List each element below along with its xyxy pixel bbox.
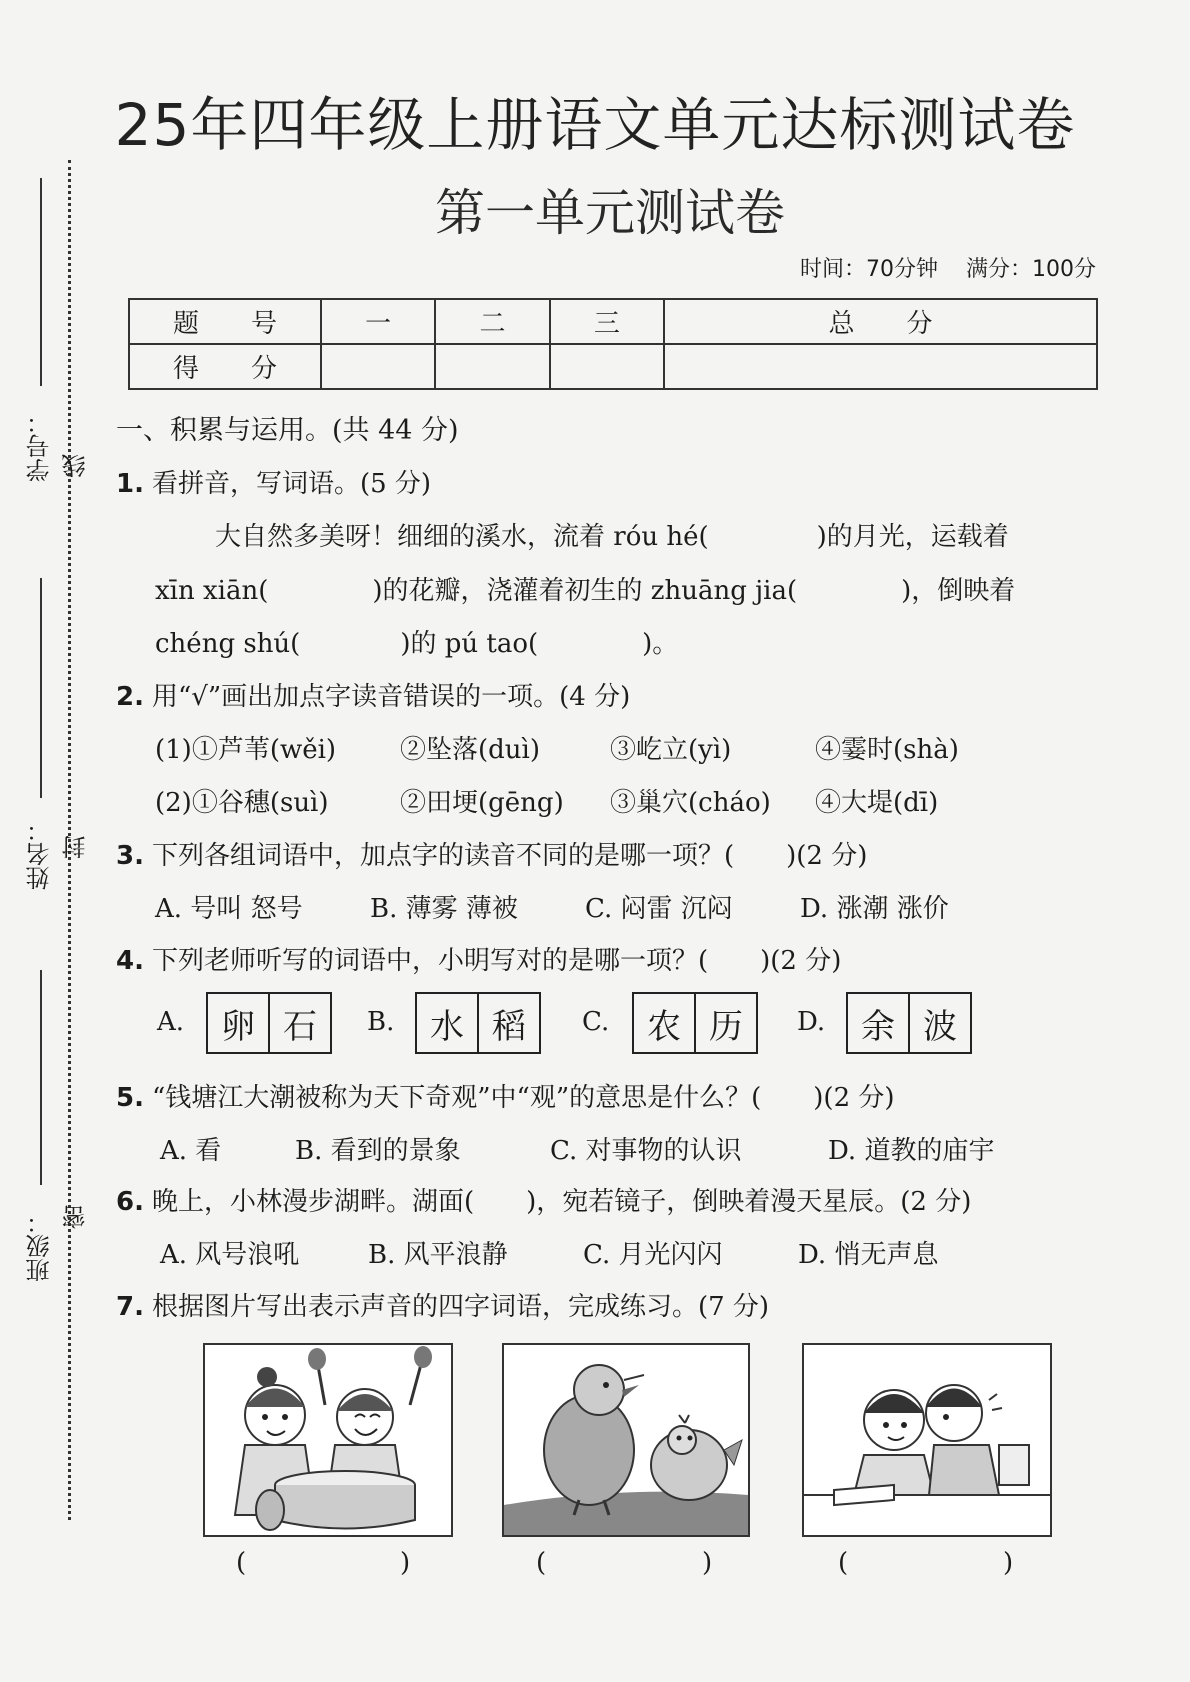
time-score-line [772,252,1096,283]
question-title: 根据图片写出表示声音的四字词语，完成练习。(7 分) [151,1292,770,1322]
q2-row-1 [155,729,959,766]
question-title: 下列各组词语中，加点字的读音不同的是哪一项？( )(2 分) [151,841,868,871]
q1-line-2 [155,570,1015,607]
answer-paren-open: ( [536,1548,547,1578]
q4-label-d: D. [797,1007,826,1037]
q2-option[interactable]: (1)①芦苇(wěi) [155,735,337,765]
question-title: “钱塘江大潮被称为天下奇观”中“观”的意思是什么？( )(2 分) [151,1083,895,1113]
question-title: 晚上，小林漫步湖畔。湖面( )，宛若镜子，倒映着漫天星辰。(2 分) [151,1187,972,1217]
banji-blank-line [40,970,42,1185]
q5-option-a[interactable]: A. 看 [160,1136,222,1166]
q4-option-d[interactable] [846,992,972,1054]
q1-text: 大自然多美呀！细细的溪水，流着 róu hé( [215,522,709,552]
full-score: 满分：100分 [966,257,1096,282]
score-input-cell[interactable] [550,344,664,389]
word-char: 水 [430,1006,464,1047]
question-number: 4. [116,946,144,976]
question-1 [116,463,431,500]
question-4 [116,940,841,977]
score-cell: 一 [321,299,435,344]
xian-marker: 线 [62,454,90,478]
question-number: 5. [116,1083,144,1113]
drum-kids-icon [203,1343,453,1537]
q5-option-d[interactable]: D. 道教的庙宇 [828,1136,995,1166]
q1-line-3 [155,623,678,660]
question-number: 7. [116,1292,144,1322]
q5-option-c[interactable]: C. 对事物的认识 [550,1136,742,1166]
q4-option-b[interactable] [415,992,541,1054]
question-7 [116,1286,769,1323]
word-char: 稻 [477,994,539,1052]
q3-options [155,888,949,925]
question-5 [116,1077,895,1114]
question-3 [116,835,867,872]
xingming-label: 姓名： [26,818,54,890]
score-cell: 题 号 [129,299,321,344]
q2-option[interactable]: ④霎时(shà) [815,735,959,765]
q6-options [160,1234,938,1271]
banji-label: 班级： [26,1210,54,1282]
q6-option-c[interactable]: C. 月光闪闪 [583,1240,723,1270]
answer-paren-open: ( [236,1548,247,1578]
word-char: 卵 [221,1006,255,1047]
score-cell: 三 [550,299,664,344]
q4-option-c[interactable] [632,992,758,1054]
xingming-blank-line [40,578,42,798]
q3-option-b[interactable]: B. 薄雾 薄被 [370,894,518,924]
score-table-header-row [129,299,1097,344]
q3-option-d[interactable]: D. 涨潮 涨价 [800,894,949,924]
q1-text: )的月光，运载着 [816,522,1009,552]
sub-title: 第一单元测试卷 [435,184,785,242]
q2-option[interactable]: ②坠落(duì) [400,735,540,765]
question-title: 看拼音，写词语。(5 分) [151,469,432,499]
score-table-score-row [129,344,1097,389]
q1-text: )的花瓣，浇灌着初生的 zhuāng jia( [372,576,798,606]
mi-marker: 密 [62,1205,90,1229]
score-input-cell[interactable] [321,344,435,389]
question-number: 3. [116,841,144,871]
q6-option-a[interactable]: A. 风号浪吼 [160,1240,300,1270]
question-title: 用“√”画出加点字读音错误的一项。(4 分) [151,682,631,712]
score-cell: 得 分 [129,344,321,389]
q3-option-c[interactable]: C. 闷雷 沉闷 [585,894,733,924]
q2-option[interactable]: ④大堤(dī) [815,788,939,818]
q5-option-b[interactable]: B. 看到的景象 [295,1136,461,1166]
word-char: 石 [268,994,330,1052]
q1-text: )的 pú tao( [400,629,539,659]
score-table [128,298,1098,390]
q4-label-b: B. [367,1007,395,1037]
birds-icon [502,1343,750,1537]
word-char: 历 [694,994,756,1052]
answer-paren-close: ) [702,1548,713,1578]
word-char: 波 [908,994,970,1052]
q3-option-a[interactable]: A. 号叫 怒号 [155,894,303,924]
question-2 [116,676,630,713]
answer-paren-open: ( [838,1548,849,1578]
word-char: 余 [861,1006,895,1047]
question-number: 2. [116,682,144,712]
q1-text: chéng shú( [155,629,301,659]
word-char: 农 [647,1006,681,1047]
score-input-cell[interactable] [664,344,1097,389]
q2-row-2 [155,782,938,819]
score-cell: 二 [435,299,549,344]
xuehao-label: 学号： [26,410,54,482]
main-title: 25年四年级上册语文单元达标测试卷 [114,91,1076,159]
q1-text: )。 [642,629,679,659]
score-input-cell[interactable] [435,344,549,389]
q2-option[interactable]: (2)①谷穗(suì) [155,788,329,818]
q5-options [160,1130,994,1167]
q6-option-d[interactable]: D. 悄无声息 [798,1240,939,1270]
question-title: 下列老师听写的词语中，小明写对的是哪一项？( )(2 分) [151,946,842,976]
q1-text: )，倒映着 [901,576,1016,606]
whispering-boys-icon [802,1343,1052,1537]
q1-line-1 [215,516,1009,553]
answer-paren-close: ) [400,1548,411,1578]
feng-marker: 封 [62,835,90,859]
question-number: 6. [116,1187,144,1217]
q4-label-c: C. [582,1007,610,1037]
question-6 [116,1181,971,1218]
q2-option[interactable]: ③屹立(yì) [610,735,732,765]
answer-paren-close: ) [1003,1548,1014,1578]
q2-option[interactable]: ③巢穴(cháo) [610,788,771,818]
score-cell: 总 分 [664,299,1097,344]
q2-option[interactable]: ②田埂(gēng) [400,788,564,818]
q1-text: xīn xiān( [155,576,269,606]
q6-option-b[interactable]: B. 风平浪静 [368,1240,508,1270]
time-limit: 时间：70分钟 [800,257,938,282]
q4-label-a: A. [157,1007,185,1037]
section-heading: 一、积累与运用。(共 44 分) [116,415,459,446]
question-number: 1. [116,469,144,499]
q4-option-a[interactable] [206,992,332,1054]
